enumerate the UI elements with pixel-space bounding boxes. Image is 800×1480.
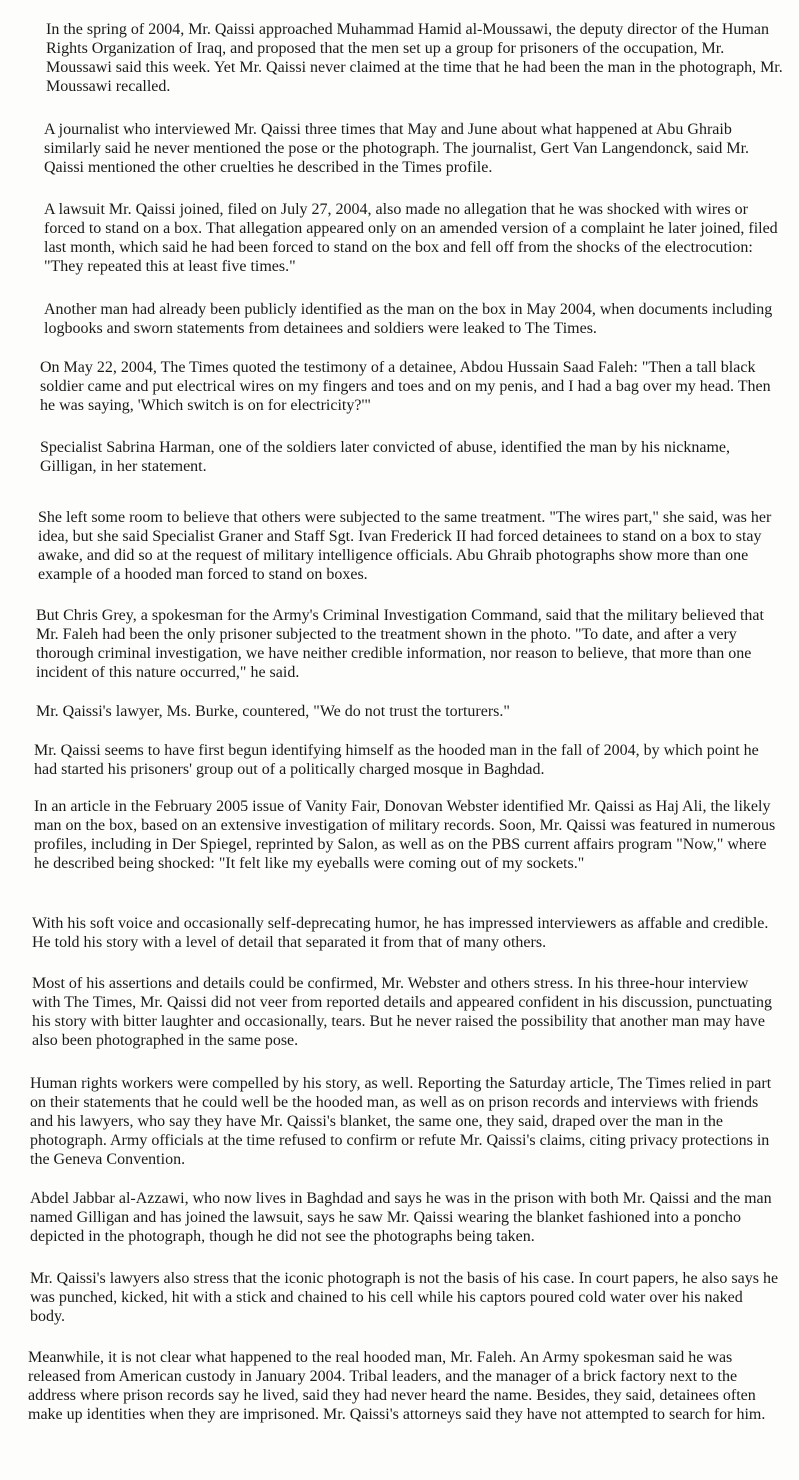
paragraph: A lawsuit Mr. Qaissi joined, filed on July 27, 2004, also made no allegation that he was shocked with wires or forced to stand on a box. That allegation appeared only on an amended version of a complaint he later joined, filed last month, which said he had been forced to stand on the box and fell off from the shocks of the electrocution: "They repeated this at least five times." bbox=[44, 201, 778, 275]
paragraph: Another man had already been publicly identified as the man on the box in May 2004, when documents including logbooks and sworn statements from detainees and soldiers were leaked to The Times. bbox=[44, 301, 773, 337]
paragraph: But Chris Grey, a spokesman for the Army's Criminal Investigation Command, said that the military believed that Mr. Faleh had been the only prisoner subjected to the treatment shown in the photo. "To date, and after a very thorough criminal investigation, we have neither credible information, nor reason to believe, that more than one incident of this nature occurred," he said. bbox=[36, 607, 764, 681]
paragraph: Mr. Qaissi's lawyers also stress that the iconic photograph is not the basis of his case. In court papers, he also says he was punched, kicked, hit with a stick and chained to his cell while his captors poured cold water over his naked body. bbox=[30, 1270, 779, 1325]
paragraph: With his soft voice and occasionally self-deprecating humor, he has impressed interviewers as affable and credible. He told his story with a level of detail that separated it from that of many others. bbox=[32, 915, 769, 951]
paragraph: Specialist Sabrina Harman, one of the soldiers later convicted of abuse, identified the man by his nickname, Gilligan, in her statement. bbox=[40, 439, 731, 475]
paragraph: Meanwhile, it is not clear what happened to the real hooded man, Mr. Faleh. An Army spokesman said he was released from American custody in January 2004. Tribal leaders, and the manager of a brick factory next to the address where prison records say he lived, said they had never heard the name. Besides, they said, detainees often make up identities when they are imprisoned. Mr. Qaissi's attorneys said they have not attempted to search for him. bbox=[28, 1349, 766, 1423]
paragraph: A journalist who interviewed Mr. Qaissi three times that May and June about what happened at Abu Ghraib similarly said he never mentioned the pose or the photograph. The journalist, Gert Van Langendonck, said Mr. Qaissi mentioned the other cruelties he described in the Times profile. bbox=[44, 121, 750, 176]
paragraph: Mr. Qaissi's lawyer, Ms. Burke, countered, "We do not trust the torturers." bbox=[36, 703, 510, 720]
paragraph: Mr. Qaissi seems to have first begun identifying himself as the hooded man in the fall of 2004, by which point he had started his prisoners' group out of a politically charged mosque in Baghdad. bbox=[34, 742, 759, 778]
paragraph: She left some room to believe that others were subjected to the same treatment. "The wires part," she said, was her idea, but she said Specialist Graner and Staff Sgt. Ivan Frederick II had forced detainees to stand on a box to stay awake, and did so at the request of military intelligence officials. Abu Ghraib photographs show more than one example of a hooded man forced to stand on boxes. bbox=[38, 509, 772, 583]
paragraph: Human rights workers were compelled by his story, as well. Reporting the Saturday article, The Times relied in part on their statements that he could well be the hooded man, as well as on prison records and interviews with friends and his lawyers, who say they have Mr. Qaissi's blanket, the same one, they said, draped over the man in the photograph. Army officials at the time refused to confirm or refute Mr. Qaissi's claims, citing privacy protections in the Geneva Convention. bbox=[30, 1075, 772, 1168]
paragraph: On May 22, 2004, The Times quoted the testimony of a detainee, Abdou Hussain Saad Faleh: "Then a tall black soldier came and put electrical wires on my fingers and toes and on my penis, and I had a bag over my head. Then he was saying, 'Which switch is on for electricity?'" bbox=[40, 359, 771, 414]
paragraph: In the spring of 2004, Mr. Qaissi approached Muhammad Hamid al-Moussawi, the deputy director of the Human Rights Organization of Iraq, and proposed that the men set up a group for prisoners of the occupation, Mr. Moussawi said this week. Yet Mr. Qaissi never claimed at the time that he had been the man in the photograph, Mr. Moussawi recalled. bbox=[46, 21, 783, 95]
paragraph: In an article in the February 2005 issue of Vanity Fair, Donovan Webster identified Mr. Qaissi as Haj Ali, the likely man on the box, based on an extensive investigation of military records. Soon, Mr. Qaissi was featured in numerous profiles, including in Der Spiegel, reprinted by Salon, as well as on the PBS current affairs program "Now," where he described being shocked: "It felt like my eyeballs were coming out of my sockets." bbox=[34, 798, 776, 872]
paragraph: Abdel Jabbar al-Azzawi, who now lives in Baghdad and says he was in the prison with both Mr. Qaissi and the man named Gilligan and has joined the lawsuit, says he saw Mr. Qaissi wearing the blanket fashioned into a poncho depicted in the photograph, though he did not see the photographs being taken. bbox=[30, 1190, 772, 1245]
paragraph: Most of his assertions and details could be confirmed, Mr. Webster and others stress. In his three-hour interview with The Times, Mr. Qaissi did not veer from reported details and appeared confident in his discussion, punctuating his story with bitter laughter and occasionally, tears. But he never raised the possibility that another man may have also been photographed in the same pose. bbox=[32, 975, 773, 1049]
